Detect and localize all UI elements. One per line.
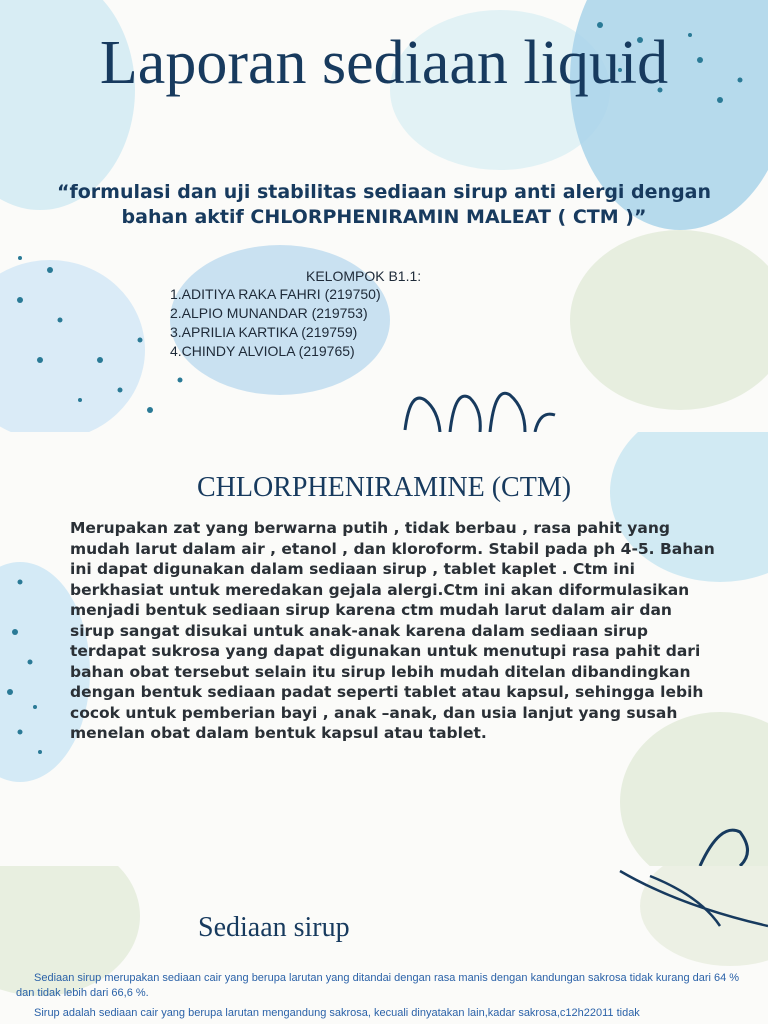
- list-item: 3.APRILIA KARTIKA (219759): [170, 324, 358, 340]
- slide-sirup: [0, 866, 768, 1024]
- section-title: Sediaan sirup: [198, 912, 350, 943]
- slide-title: [0, 0, 768, 432]
- list-item: 4.CHINDY ALVIOLA (219765): [170, 343, 355, 359]
- presentation-subtitle: “formulasi dan uji stabilitas sediaan sirup anti alergi dengan bahan aktif CHLORPHENIRAMIN MALEAT ( CTM )”: [56, 181, 712, 228]
- section-paragraph: Sediaan sirup merupakan sediaan cair yang berupa larutan yang ditandai dengan rasa manis dengan kandungan sakrosa tidak kurang dari 64 % dan tidak lebih dari 66,6 %.: [16, 972, 740, 999]
- member-list: [170, 285, 381, 361]
- list-item: 1.ADITIYA RAKA FAHRI (219750): [170, 286, 381, 302]
- slide-ctm: [0, 432, 768, 866]
- list-item: 2.ALPIO MUNANDAR (219753): [170, 305, 368, 321]
- section-body: Merupakan zat yang berwarna putih , tidak berbau , rasa pahit yang mudah larut dalam air , etanol , dan kloroform. Stabil pada ph 4-5. Bahan ini dapat digunakan dalam sediaan sirup , tablet kaplet . Ctm ini berkhasiat untuk meredakan gejala alergi.Ctm ini akan diformulasikan menjadi bentuk sediaan sirup karena ctm mudah larut dalam air dan sirup sangat disukai untuk anak-anak karena dalam sediaan sirup terdapat sukrosa yang dapat digunakan untuk menutupi rasa pahit dari bahan obat tersebut selain itu sirup lebih mudah ditelan dibandingkan dengan bentuk sediaan padat seperti tablet atau kapsul, sehingga lebih cocok untuk pemberian bayi , anak –anak, dan usia lanjut yang susah menelan obat dalam bentuk kapsul atau tablet.: [70, 519, 715, 742]
- section-paragraph: Sirup adalah sediaan cair yang berupa larutan mengandung sakrosa, kecuali dinyatakan lain,kadar sakrosa,c12h22011 tidak: [34, 1007, 640, 1019]
- section-title: CHLORPHENIRAMINE (CTM): [196, 472, 572, 503]
- presentation-title: Laporan sediaan liquid: [99, 29, 669, 97]
- group-title: KELOMPOK B1.1:: [306, 268, 422, 284]
